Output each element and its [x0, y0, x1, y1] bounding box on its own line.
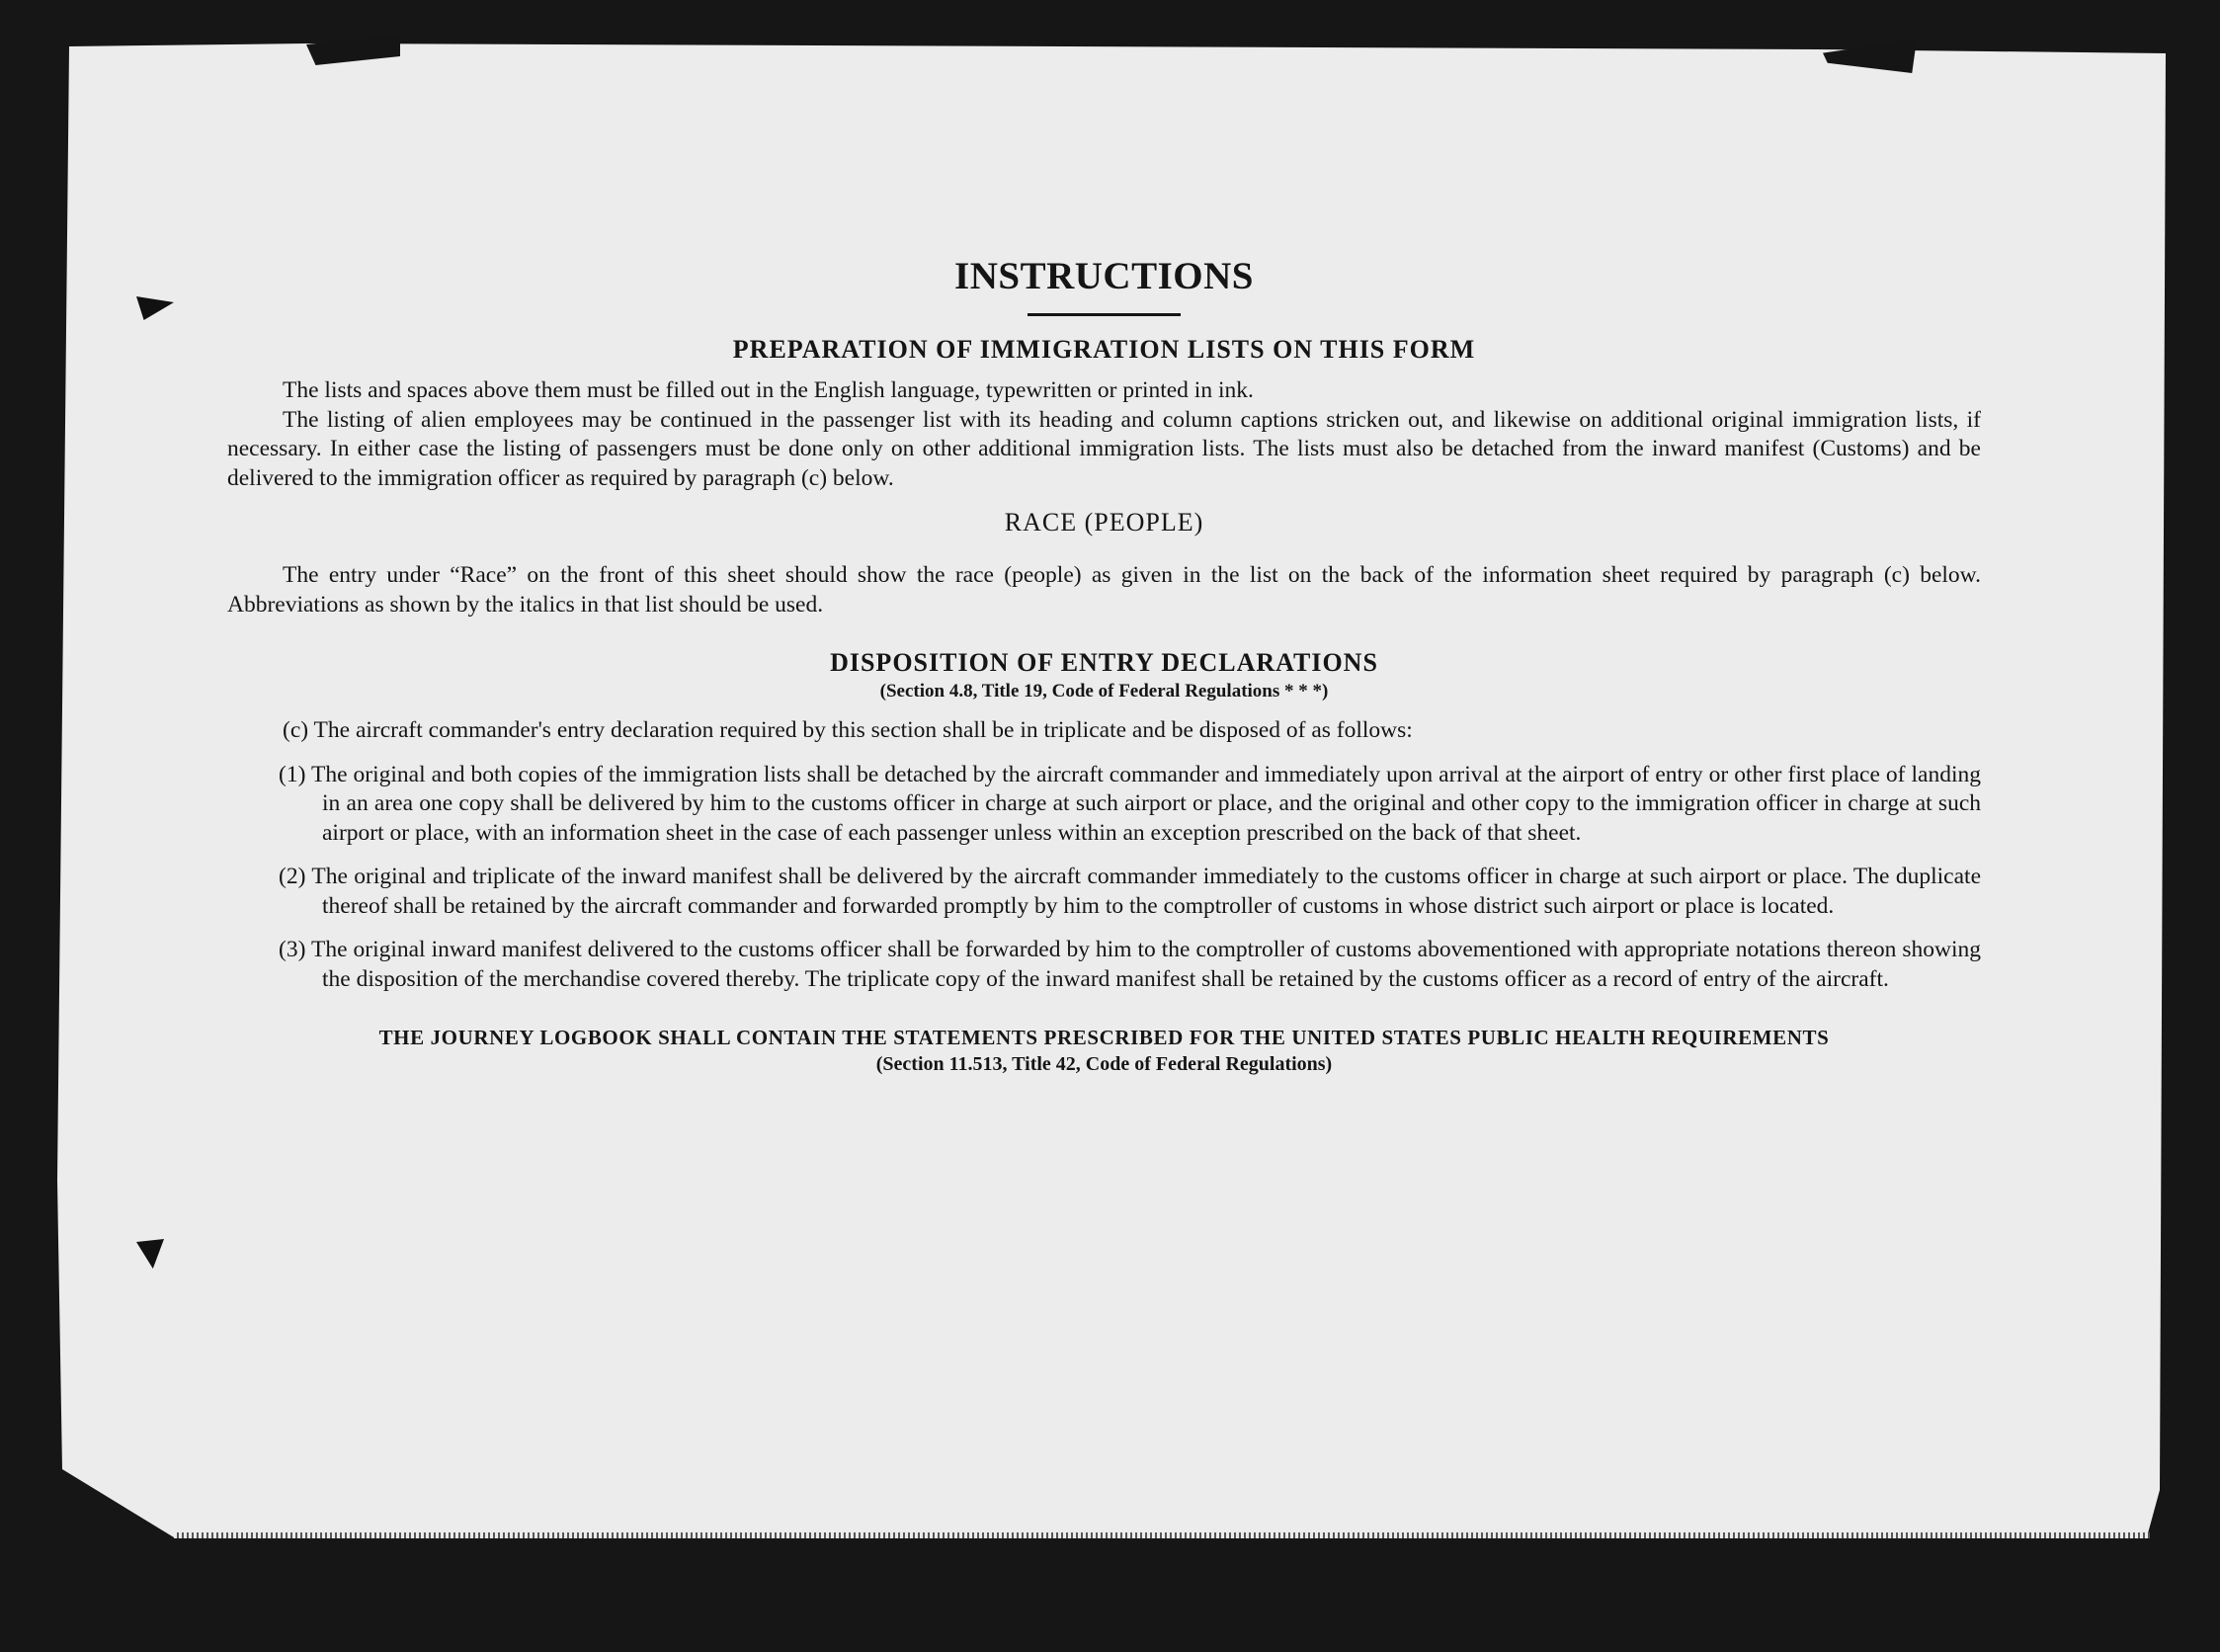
disposition-item-2: (2) The original and triplicate of the inward manifest shall be delivered by the aircraft commander immediately to the customs officer in charge at such airport or place. The duplicate thereof shall be retained by the aircraft commander and forwarded promptly by him to the comptroller of customs in whose district such airport or place is located.	[279, 864, 1981, 919]
preparation-paragraph-1: The lists and spaces above them must be filled out in the English language, typewritten or printed in ink.	[283, 377, 1254, 403]
disposition-intro: (c) The aircraft commander's entry declaration required by this section shall be in triplicate and be disposed of as follows:	[283, 717, 1413, 743]
race-heading: RACE (PEOPLE)	[1004, 508, 1204, 537]
page-title: INSTRUCTIONS	[954, 255, 1254, 297]
disposition-section	[227, 716, 1981, 994]
preparation-paragraph-2: The listing of alien employees may be continued in the passenger list with its heading and column captions stricken out, and likewise on additional original immigration lists, if necessary. In either case the listing of passengers must be done only on other additional immigration lists. The lists must also be detached from the inward manifest (Customs) and be delivered to the immigration officer as required by paragraph (c) below.	[227, 406, 1981, 491]
disposition-item-3: (3) The original inward manifest delivered to the customs officer shall be forwarded by him to the comptroller of customs abovementioned with appropriate notations thereon showing the disposition of the merchandise covered thereby. The triplicate copy of the inward manifest shall be retained by the customs officer as a record of entry of the aircraft.	[279, 937, 1981, 992]
perforated-edge	[174, 1532, 2150, 1538]
preparation-heading: PREPARATION OF IMMIGRATION LISTS ON THIS FORM	[732, 335, 1476, 364]
disposition-item-1: (1) The original and both copies of the immigration lists shall be detached by the aircraft commander and immediately upon arrival at the airport of entry or other first place of landing in an area one copy shall be delivered by him to the customs officer in charge at such airport or place, and the original and other copy to the immigration officer in charge at such airport or place, with an information sheet in the case of each passenger unless within an exception prescribed on the back of that sheet.	[279, 761, 1981, 846]
preparation-section	[227, 376, 1981, 493]
footer-citation: (Section 11.513, Title 42, Code of Federal Regulations)	[875, 1053, 1333, 1075]
disposition-citation: (Section 4.8, Title 19, Code of Federal Regulations * * *)	[879, 681, 1329, 702]
race-paragraph: The entry under “Race” on the front of this sheet should show the race (people) as given in the list on the back of the information sheet required by paragraph (c) below. Abbreviations as shown by the italics in that list should be used.	[227, 562, 1981, 618]
instructions-content	[227, 252, 1981, 1077]
footer-statement: THE JOURNEY LOGBOOK SHALL CONTAIN THE STATEMENTS PRESCRIBED FOR THE UNITED STATES PUBLIC HEALTH REQUIREMENTS	[378, 1026, 1830, 1049]
disposition-heading: DISPOSITION OF ENTRY DECLARATIONS	[830, 648, 1378, 677]
title-underline	[1028, 313, 1181, 316]
race-section	[227, 561, 1981, 620]
